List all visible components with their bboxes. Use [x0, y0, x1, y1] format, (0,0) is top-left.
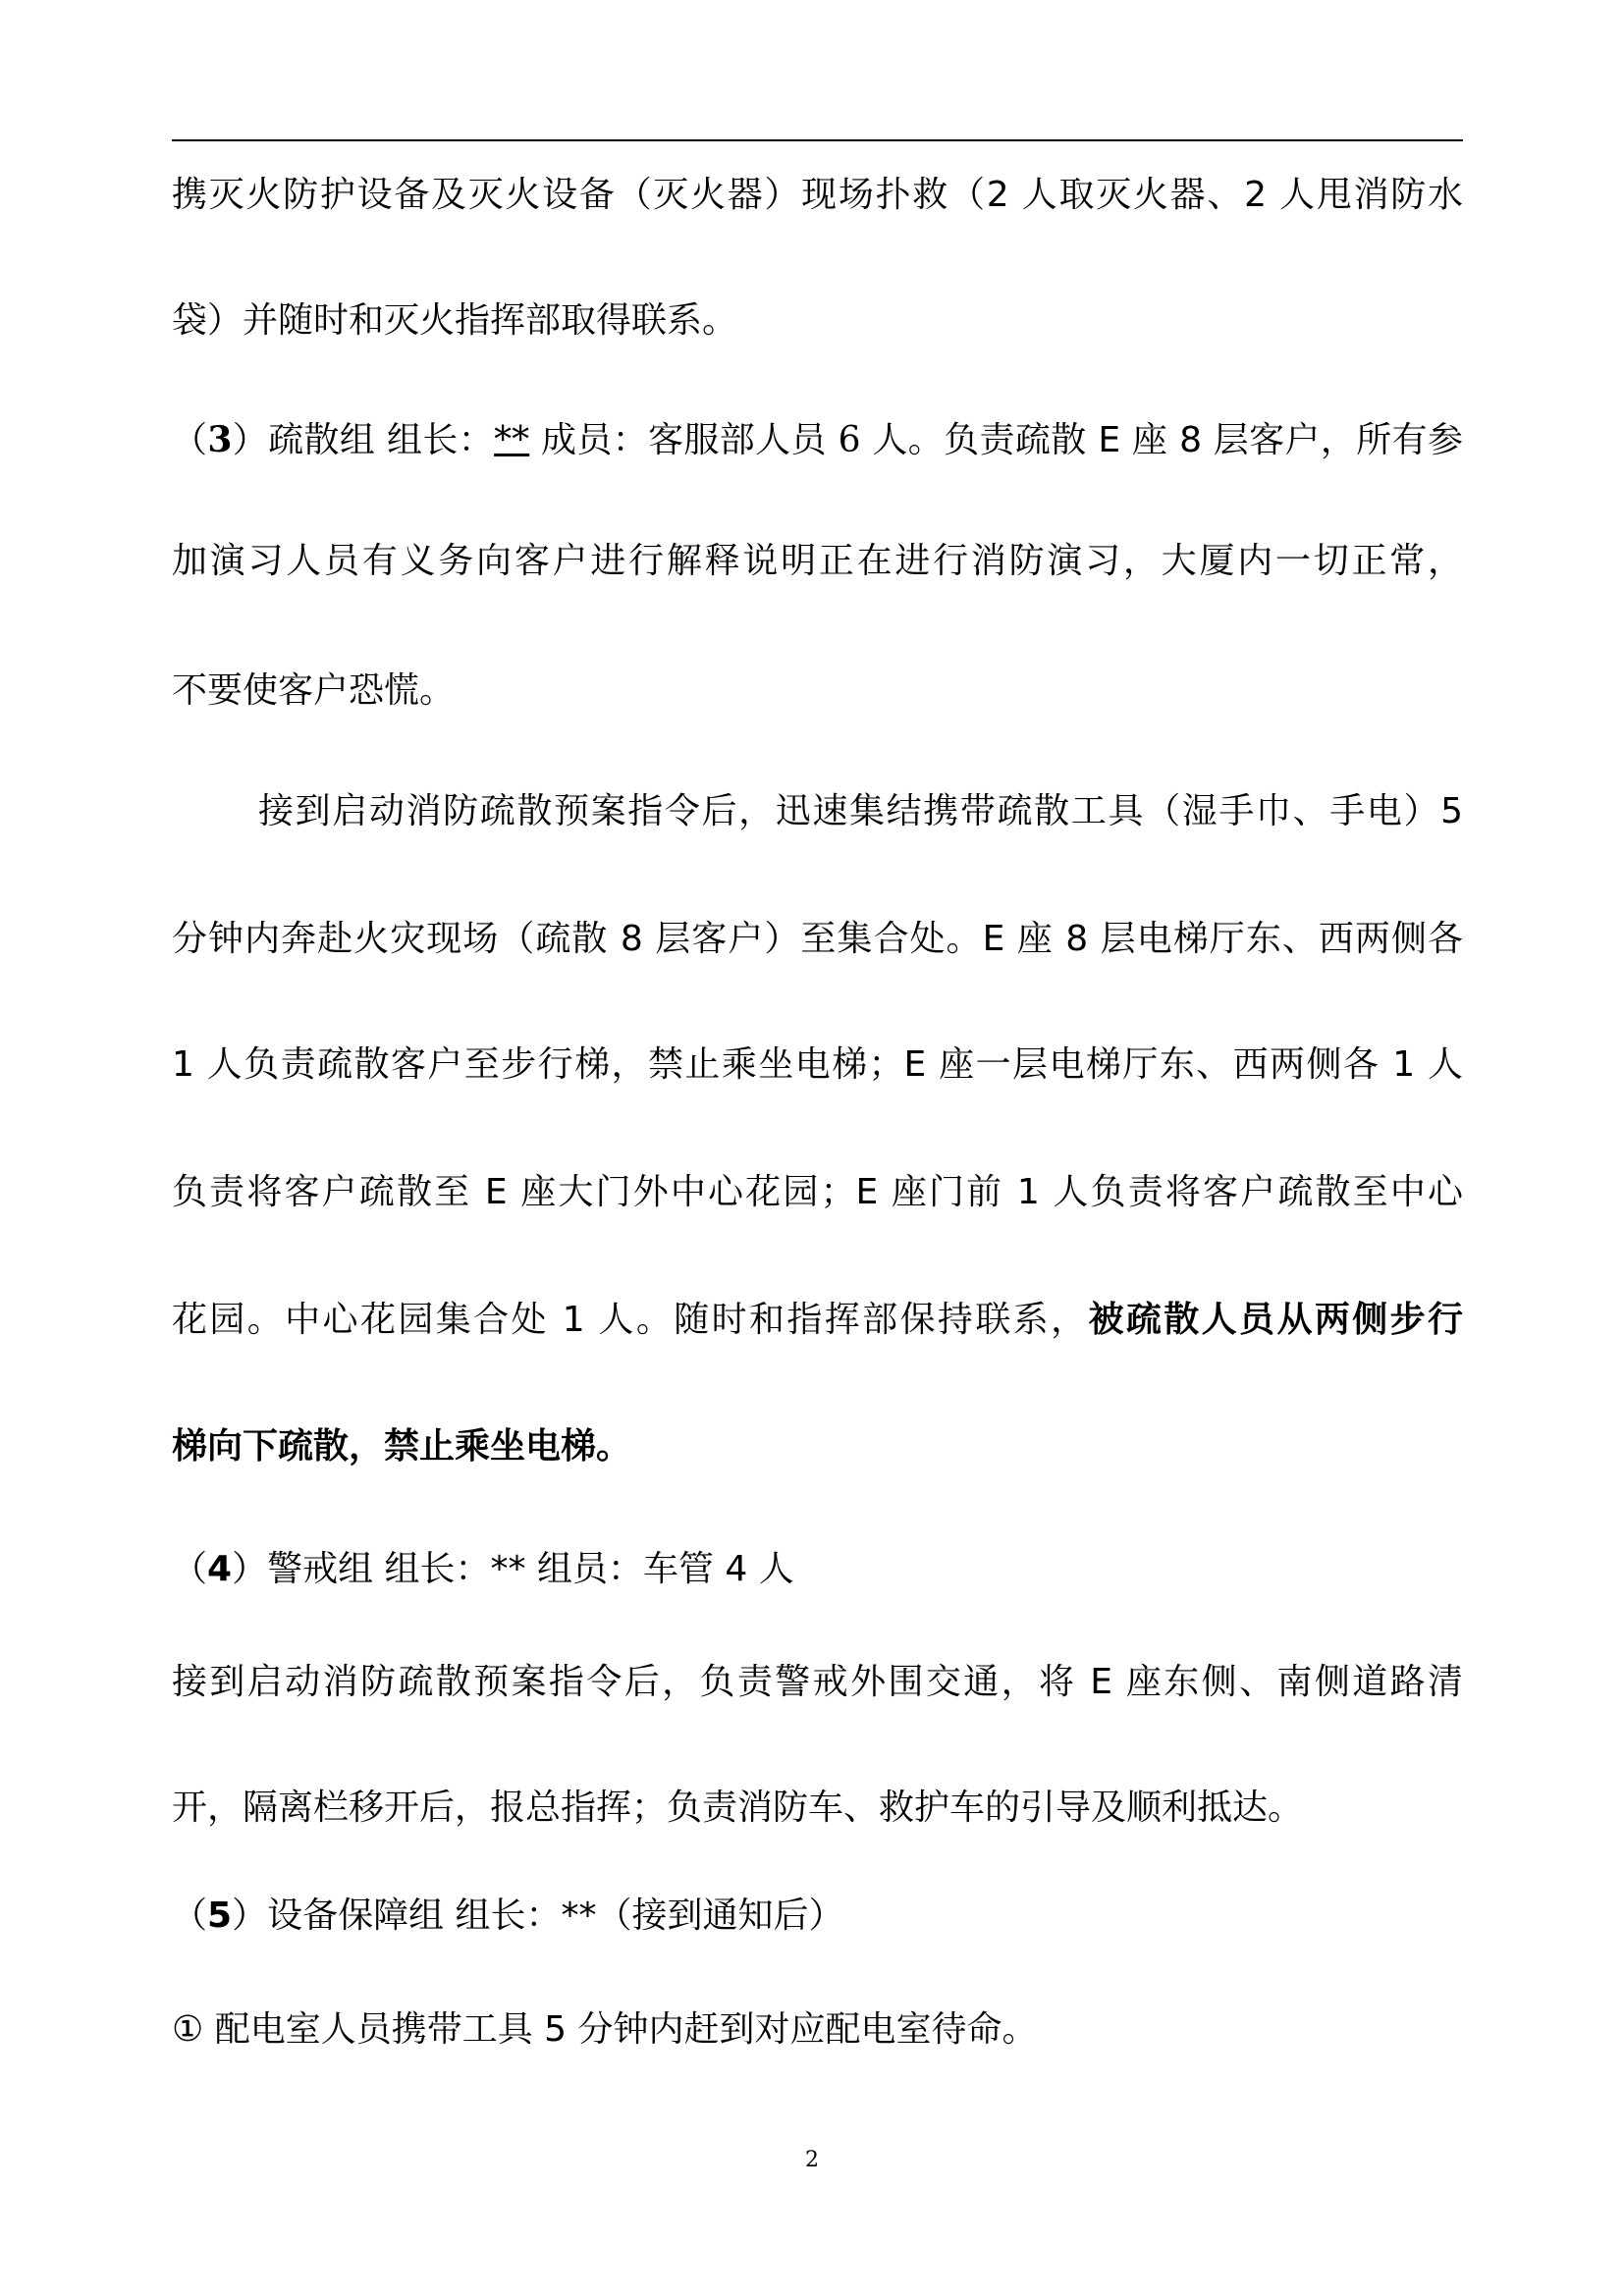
text-line-guard-group [172, 1548, 1463, 1591]
text-line: ① 配电室人员携带工具 5 分钟内赶到对应配电室待命。 [172, 2009, 1038, 2050]
text-line-equipment-group [172, 1895, 1463, 1938]
text-line: 不要使客户恐慌。 [172, 670, 456, 711]
text-line-evacuation-group [172, 418, 1463, 462]
paren-open: （ [172, 420, 208, 460]
text-line-mixed [172, 1299, 1463, 1342]
bold-text: 被疏散人员从两侧步行 [1088, 1300, 1463, 1340]
item-number: 5 [207, 1896, 233, 1936]
paren-open: （ [172, 1549, 208, 1589]
page-number: 2 [805, 2148, 819, 2172]
text-line-bold: 梯向下疏散，禁止乘坐电梯。 [172, 1426, 632, 1467]
text-line: 分钟内奔赴火灾现场（疏散 8 层客户）至集合处。E 座 8 层电梯厅东、西两侧各 [172, 919, 1463, 959]
header-rule [172, 139, 1463, 141]
text-line: 接到启动消防疏散预案指令后，负责警戒外围交通，将 E 座东侧、南侧道路清 [172, 1662, 1463, 1702]
text-line: 加演习人员有义务向客户进行解释说明正在进行消防演习，大厦内一切正常， [172, 541, 1463, 581]
paren-open: （ [172, 1896, 208, 1936]
duty-text: 负责疏散 E 座 8 层客户，所有参 [944, 420, 1463, 460]
text-line: 携灭火防护设备及灭火设备（灭火器）现场扑救（2 人取灭火器、2 人甩消防水 [172, 175, 1463, 215]
text-line: 袋）并随时和灭火指挥部取得联系。 [172, 300, 738, 341]
item-number: 3 [207, 419, 233, 460]
item-number: 4 [207, 1549, 233, 1589]
normal-text: 花园。中心花园集合处 1 人。随时和指挥部保持联系， [172, 1300, 1089, 1340]
leader-placeholder: ** [494, 420, 530, 460]
text-line-indented: 接到启动消防疏散预案指令后，迅速集结携带疏散工具（湿手巾、手电）5 [258, 791, 1463, 831]
group-title: ）疏散组 组长： [232, 420, 495, 460]
group-title: ）设备保障组 组长：**（接到通知后） [232, 1896, 844, 1936]
members-text: 成员：客服部人员 6 人。 [529, 420, 945, 460]
group-title: ）警戒组 组长：** 组员：车管 4 人 [232, 1549, 794, 1589]
text-line: 1 人负责疏散客户至步行梯，禁止乘坐电梯；E 座一层电梯厅东、西两侧各 1 人 [172, 1044, 1463, 1085]
text-line: 负责将客户疏散至 E 座大门外中心花园；E 座门前 1 人负责将客户疏散至中心 [172, 1172, 1463, 1212]
text-line: 开，隔离栏移开后，报总指挥；负责消防车、救护车的引导及顺利抵达。 [172, 1788, 1304, 1828]
